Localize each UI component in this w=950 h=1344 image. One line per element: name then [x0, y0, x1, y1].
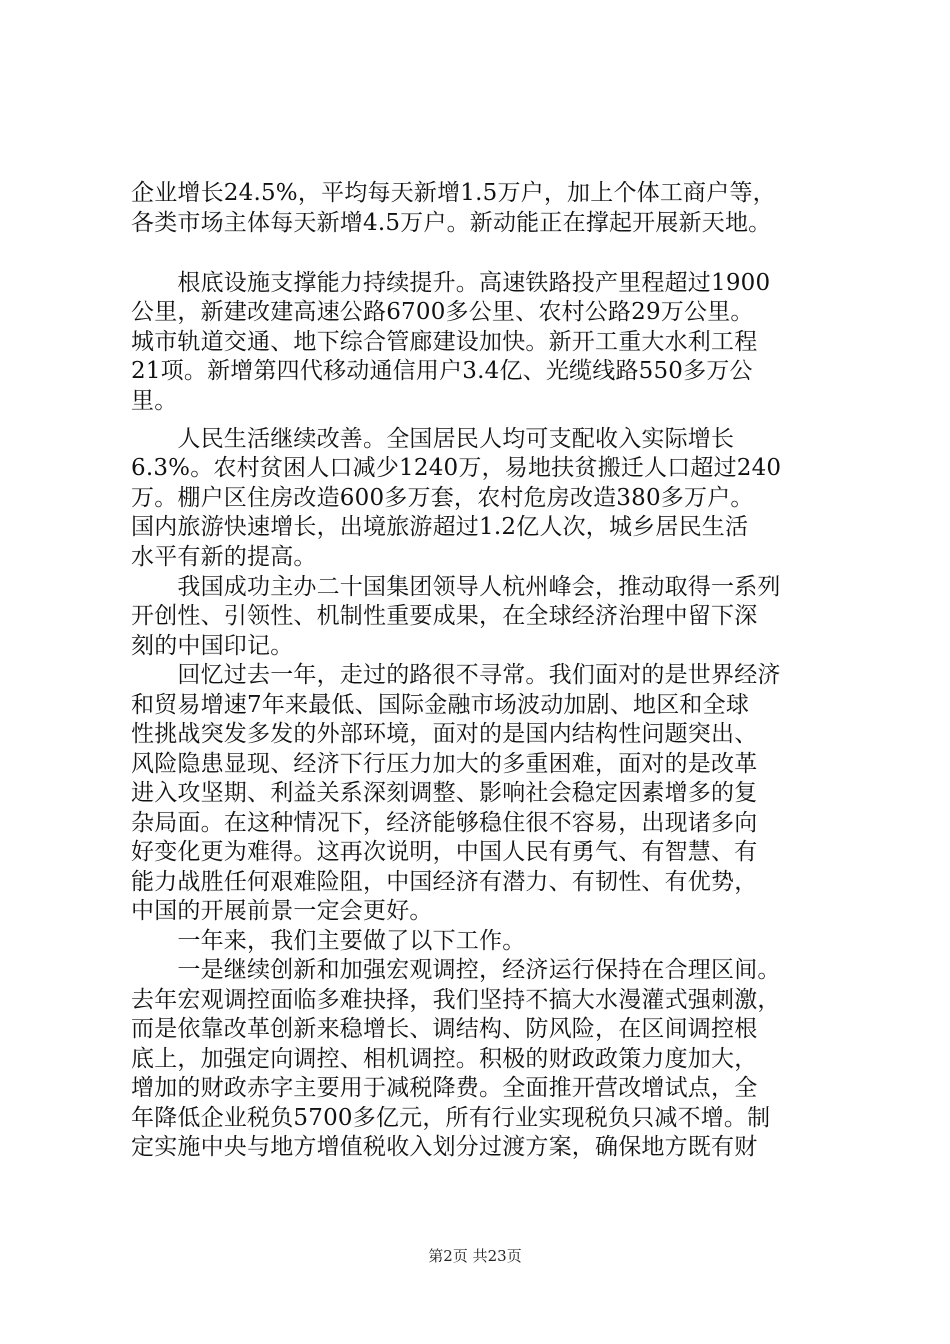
text-line: 而是依靠改革创新来稳增长、调结构、防风险，在区间调控根: [131, 1016, 758, 1042]
text-line: 去年宏观调控面临多难抉择，我们坚持不搞大水漫灌式强刺激，: [131, 987, 781, 1013]
text-line: 一年来，我们主要做了以下工作。: [131, 928, 526, 954]
text-line: 万。棚户区住房改造600多万套，农村危房改造380多万户。: [131, 485, 754, 511]
text-line: 能力战胜任何艰难险阻，中国经济有潜力、有韧性、有优势，: [131, 869, 758, 895]
text-line: 里。: [131, 388, 178, 414]
text-line: 21项。新增第四代移动通信用户3.4亿、光缆线路550多万公: [131, 358, 753, 384]
text-line: 底上，加强定向调控、相机调控。积极的财政政策力度加大，: [131, 1046, 758, 1072]
text-line: 好变化更为难得。这再次说明，中国人民有勇气、有智慧、有: [131, 839, 758, 865]
text-line: 性挑战突发多发的外部环境，面对的是国内结构性问题突出、: [131, 721, 758, 747]
page-footer: 第2页 共23页: [428, 1247, 522, 1265]
text-line: 一是继续创新和加强宏观调控，经济运行保持在合理区间。: [131, 957, 781, 983]
text-line: 刻的中国印记。: [131, 633, 294, 659]
text-line: 风险隐患显现、经济下行压力加大的多重困难，面对的是改革: [131, 751, 758, 777]
text-line: 进入攻坚期、利益关系深刻调整、影响社会稳定因素增多的复: [131, 780, 758, 806]
text-line: 年降低企业税负5700多亿元，所有行业实现税负只减不增。制: [131, 1105, 771, 1131]
text-line: 企业增长24.5%，平均每天新增1.5万户，加上个体工商户等，: [131, 180, 776, 206]
text-line: 6.3%。农村贫困人口减少1240万，易地扶贫搬迁人口超过240: [131, 455, 782, 481]
text-line: 增加的财政赤字主要用于减税降费。全面推开营改增试点，全: [131, 1075, 758, 1101]
text-line: 回忆过去一年，走过的路很不寻常。我们面对的是世界经济: [131, 662, 781, 688]
text-line: 定实施中央与地方增值税收入划分过渡方案，确保地方既有财: [131, 1134, 758, 1160]
text-line: 各类市场主体每天新增4.5万户。新动能正在撑起开展新天地。: [131, 210, 772, 236]
text-line: 水平有新的提高。: [131, 544, 317, 570]
text-line: 中国的开展前景一定会更好。: [131, 898, 433, 924]
text-line: 杂局面。在这种情况下，经济能够稳住很不容易，出现诸多向: [131, 810, 758, 836]
text-line: 根底设施支撑能力持续提升。高速铁路投产里程超过1900: [131, 270, 771, 296]
text-line: 开创性、引领性、机制性重要成果，在全球经济治理中留下深: [131, 603, 758, 629]
text-line: 人民生活继续改善。全国居民人均可支配收入实际增长: [131, 426, 735, 452]
text-line: 公里，新建改建高速公路6700多公里、农村公路29万公里。: [131, 299, 754, 325]
text-line: 和贸易增速7年来最低、国际金融市场波动加剧、地区和全球: [131, 692, 750, 718]
text-line: 国内旅游快速增长，出境旅游超过1.2亿人次，城乡居民生活: [131, 514, 749, 540]
text-line: 城市轨道交通、地下综合管廊建设加快。新开工重大水利工程: [131, 329, 758, 355]
text-line: 我国成功主办二十国集团领导人杭州峰会，推动取得一系列: [131, 574, 781, 600]
